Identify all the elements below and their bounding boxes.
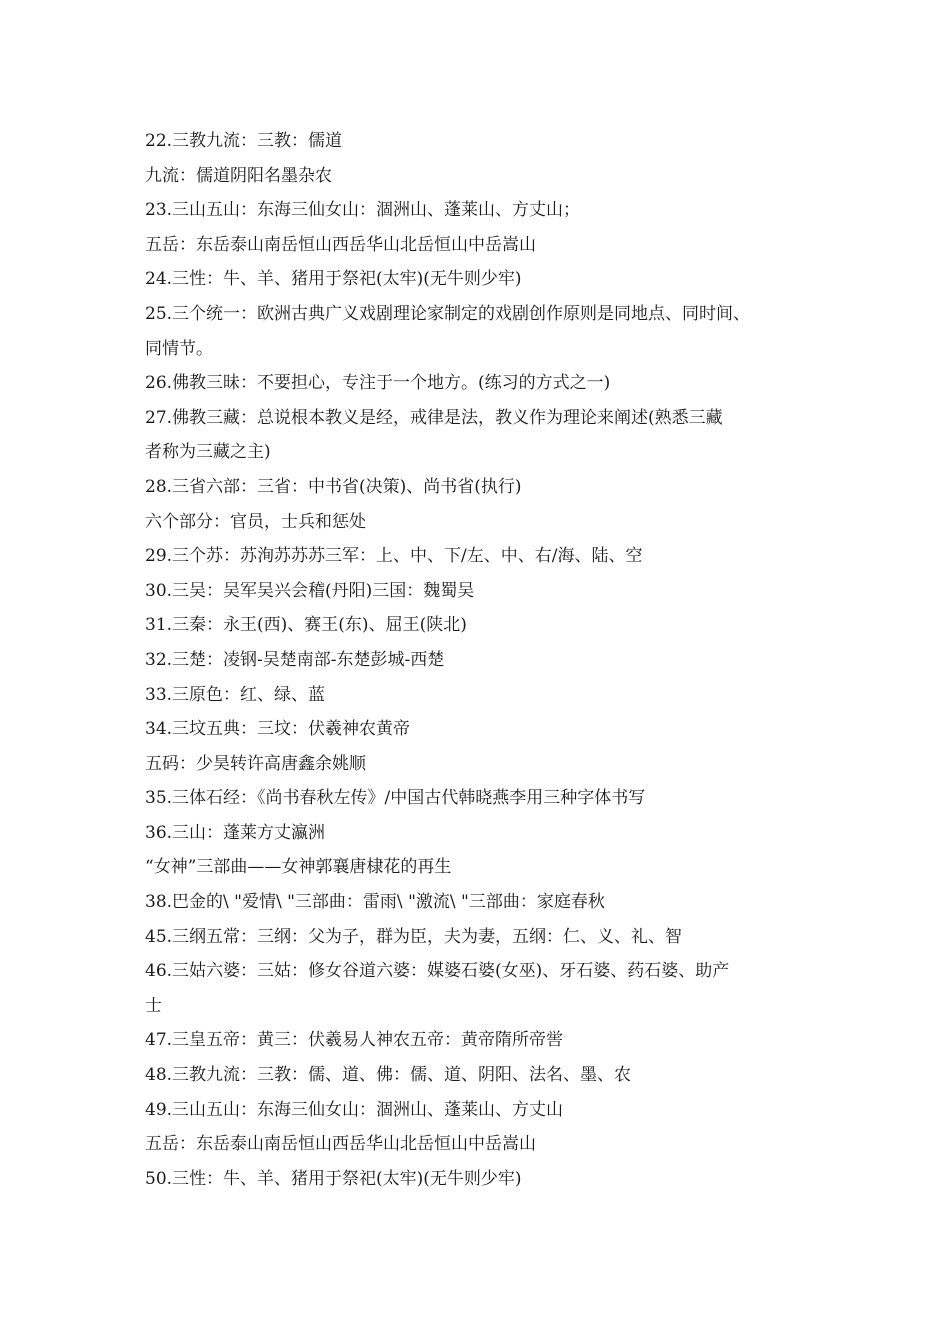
text-line: 五码：少昊转许高唐鑫余姚顺 xyxy=(145,753,366,774)
text-line: 30.三吴：吴军吴兴会稽(丹阳)三国：魏蜀吴 xyxy=(145,580,475,601)
text-line: 50.三性：牛、羊、猪用于祭祀(太牢)(无牛则少牢) xyxy=(145,1168,522,1189)
text-line: 士 xyxy=(145,995,162,1016)
text-line: 22.三教九流：三教：儒道 xyxy=(145,131,343,151)
text-line: 47.三皇五帝：黄三：伏羲易人神农五帝：黄帝隋所帝喾 xyxy=(145,1030,564,1051)
text-line: 29.三个苏：苏洵苏苏苏三军：上、中、下/左、中、右/海、陆、空 xyxy=(145,546,643,567)
text-line: 46.三姑六婆：三姑：修女谷道六婆：媒婆石婆(女巫)、牙石婆、药石婆、助产 xyxy=(145,961,730,982)
text-line: 45.三纲五常：三纲：父为子，群为臣，夫为妻，五纲：仁、义、礼、智 xyxy=(145,926,683,947)
text-line: 48.三教九流：三教：儒、道、佛：儒、道、阴阳、法名、墨、农 xyxy=(145,1065,632,1086)
text-line: 35.三体石经：《尚书春秋左传》/中国古代韩晓燕李用三种字体书写 xyxy=(145,788,646,809)
text-line: “女神”三部曲——女神郭襄唐棣花的再生 xyxy=(145,857,452,878)
text-line: 24.三性：牛、羊、猪用于祭祀(太牢)(无牛则少牢) xyxy=(145,269,522,290)
text-line: 六个部分：官员，士兵和惩处 xyxy=(145,511,366,532)
text-line: 38.巴金的\ "爱情\ "三部曲：雷雨\ "激流\ "三部曲：家庭春秋 xyxy=(145,892,605,913)
text-line: 25.三个统一：欧洲古典广义戏剧理论家制定的戏剧创作原则是同地点、同时间、 xyxy=(145,303,751,324)
text-line: 同情节。 xyxy=(145,338,213,359)
text-line: 者称为三藏之主) xyxy=(145,442,271,463)
document-body xyxy=(145,124,835,1196)
text-line: 49.三山五山：东海三仙女山：涸洲山、蓬莱山、方丈山 xyxy=(145,1099,564,1120)
text-line: 34.三坟五典：三坟：伏羲神农黄帝 xyxy=(145,719,411,740)
text-line: 九流：儒道阴阳名墨杂农 xyxy=(145,165,332,186)
text-line: 33.三原色：红、绿、蓝 xyxy=(145,684,326,705)
text-line: 27.佛教三藏：总说根本教义是经，戒律是法，教义作为理论来阐述(熟悉三藏 xyxy=(145,407,723,428)
text-line: 五岳：东岳泰山南岳恒山西岳华山北岳恒山中岳嵩山 xyxy=(145,1134,536,1155)
text-line: 32.三楚：凌钢-吴楚南部-东楚彭城-西楚 xyxy=(145,649,445,670)
text-line: 23.三山五山：东海三仙女山：涸洲山、蓬莱山、方丈山； xyxy=(145,200,581,221)
text-line: 26.佛教三昧：不要担心，专注于一个地方。(练习的方式之一) xyxy=(145,373,611,394)
text-line: 28.三省六部：三省：中书省(决策)、尚书省(执行) xyxy=(145,476,522,497)
text-line: 36.三山：蓬莱方丈瀛洲 xyxy=(145,822,326,843)
text-line: 五岳：东岳泰山南岳恒山西岳华山北岳恒山中岳嵩山 xyxy=(145,234,536,255)
text-line: 31.三秦：永王(西)、赛王(东)、屈王(陕北) xyxy=(145,615,467,636)
